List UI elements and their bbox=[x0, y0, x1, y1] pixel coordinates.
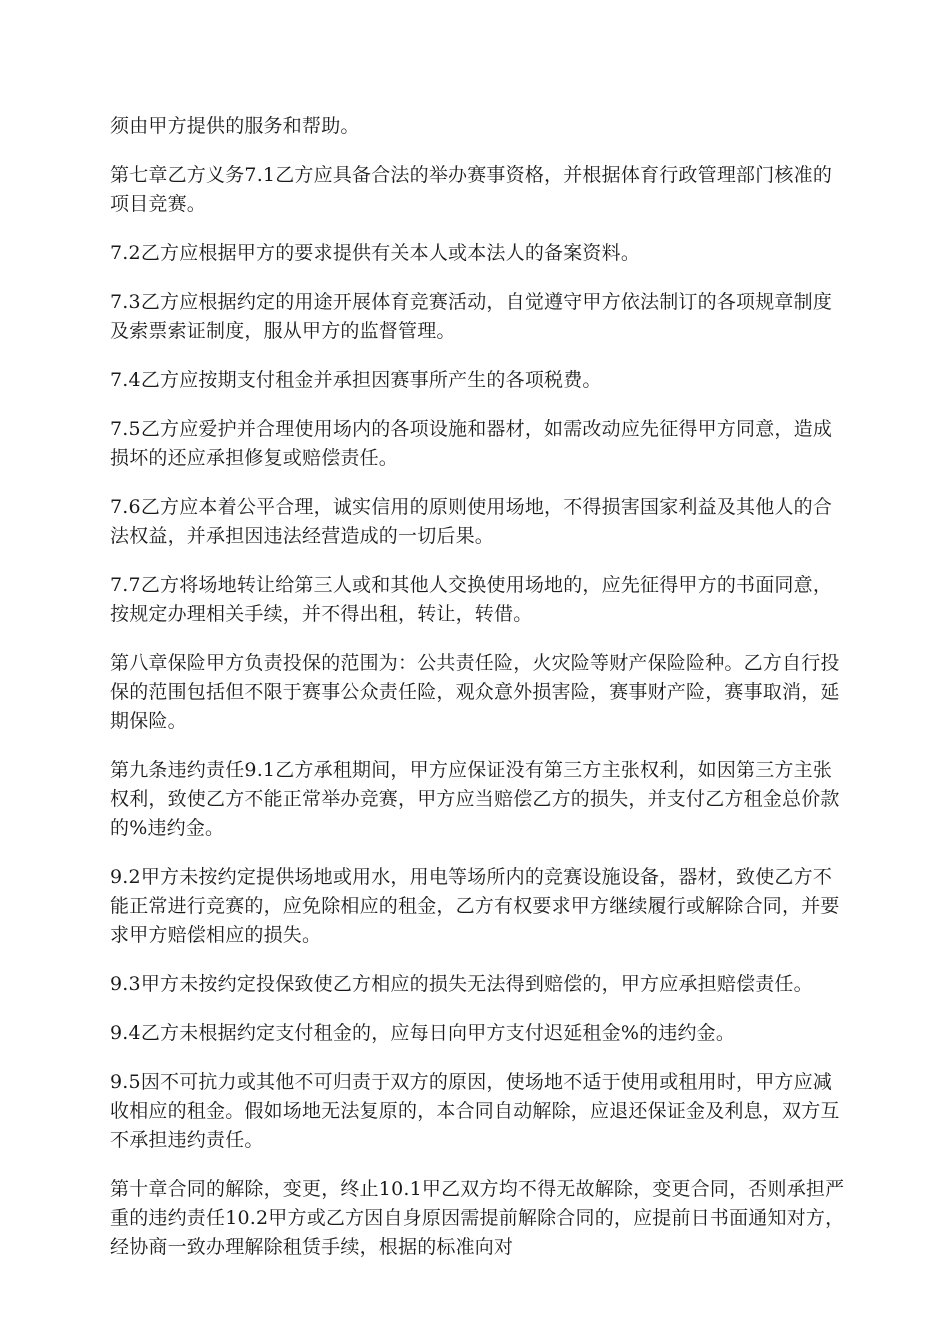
paragraph: 7.2乙方应根据甲方的要求提供有关本人或本法人的备案资料。 bbox=[110, 242, 641, 264]
paragraph: 7.3乙方应根据约定的用途开展体育竞赛活动，自觉遵守甲方依法制订的各项规章制度及索票索证制度，服从甲方的监督管理。 bbox=[110, 291, 833, 342]
paragraph: 7.6乙方应本着公平合理，诚实信用的原则使用场地，不得损害国家利益及其他人的合法权益，并承担因违法经营造成的一切后果。 bbox=[110, 496, 833, 547]
paragraph: 7.7乙方将场地转让给第三人或和其他人交换使用场地的，应先征得甲方的书面同意，按规定办理相关手续，并不得出租，转让，转借。 bbox=[110, 574, 833, 625]
paragraph: 第七章乙方义务7.1乙方应具备合法的举办赛事资格，并根据体育行政管理部门核准的项目竞赛。 bbox=[110, 164, 833, 215]
paragraph: 9.3甲方未按约定投保致使乙方相应的损失无法得到赔偿的，甲方应承担赔偿责任。 bbox=[110, 973, 813, 995]
paragraph: 第八章保险甲方负责投保的范围为：公共责任险，火灾险等财产保险险种。乙方自行投保的范围包括但不限于赛事公众责任险，观众意外损害险，赛事财产险，赛事取消，延期保险。 bbox=[110, 652, 840, 732]
paragraph: 第九条违约责任9.1乙方承租期间，甲方应保证没有第三方主张权利，如因第三方主张权利，致使乙方不能正常举办竞赛，甲方应当赔偿乙方的损失，并支付乙方租金总价款的%违约金。 bbox=[110, 759, 840, 839]
document-body bbox=[110, 112, 845, 1282]
paragraph: 7.4乙方应按期支付租金并承担因赛事所产生的各项税费。 bbox=[110, 369, 602, 391]
paragraph: 9.5因不可抗力或其他不可归责于双方的原因，使场地不适于使用或租用时，甲方应减收相应的租金。假如场地无法复原的，本合同自动解除，应退还保证金及利息，双方互不承担违约责任。 bbox=[110, 1071, 840, 1151]
paragraph: 7.5乙方应爱护并合理使用场内的各项设施和器材，如需改动应先征得甲方同意，造成损坏的还应承担修复或赔偿责任。 bbox=[110, 418, 833, 469]
paragraph: 9.4乙方未根据约定支付租金的，应每日向甲方支付迟延租金%的违约金。 bbox=[110, 1022, 736, 1044]
paragraph: 第十章合同的解除，变更，终止10.1甲乙双方均不得无故解除，变更合同，否则承担严重的违约责任10.2甲方或乙方因自身原因需提前解除合同的，应提前日书面通知对方，经协商一致办理解除租赁手续，根据的标准向对 bbox=[110, 1178, 845, 1258]
paragraph: 9.2甲方未按约定提供场地或用水，用电等场所内的竞赛设施设备，器材，致使乙方不能正常进行竞赛的，应免除相应的租金，乙方有权要求甲方继续履行或解除合同，并要求甲方赔偿相应的损失。 bbox=[110, 866, 840, 946]
paragraph: 须由甲方提供的服务和帮助。 bbox=[110, 115, 360, 137]
